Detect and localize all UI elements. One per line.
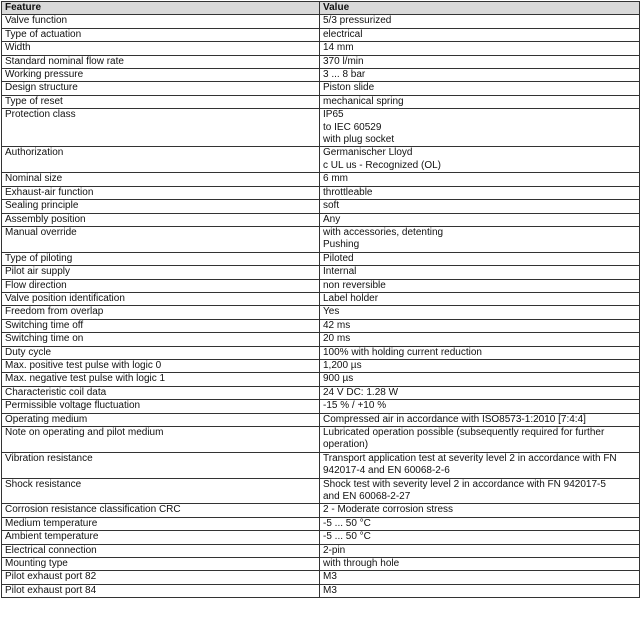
value-cell: [320, 213, 640, 226]
value-cell: [320, 147, 640, 173]
table-row: [2, 346, 640, 359]
value-line: 3 ... 8 bar: [323, 69, 366, 81]
table-row: [2, 186, 640, 199]
value-cell: [320, 319, 640, 332]
value-cell: [320, 544, 640, 557]
value-cell: [320, 279, 640, 292]
table-row: [2, 226, 640, 252]
table-row: [2, 427, 640, 453]
value-line: Internal: [323, 266, 357, 278]
value-line: 100% with holding current reduction: [323, 346, 482, 358]
value-cell: [320, 226, 640, 252]
table-row: [2, 69, 640, 82]
table-row: [2, 413, 640, 426]
table-row: [2, 531, 640, 544]
feature-cell: Type of actuation: [2, 28, 320, 41]
value-cell: [320, 531, 640, 544]
value-cell: [320, 42, 640, 55]
value-cell: [320, 359, 640, 372]
spec-table-body: [2, 15, 640, 598]
value-line: operation): [323, 439, 369, 451]
table-row: [2, 82, 640, 95]
table-row: [2, 55, 640, 68]
value-line: 24 V DC: 1.28 W: [323, 386, 399, 398]
value-cell: [320, 306, 640, 319]
feature-cell: Type of reset: [2, 95, 320, 108]
value-cell: [320, 478, 640, 504]
table-row: [2, 504, 640, 517]
table-row: [2, 279, 640, 292]
value-cell: [320, 333, 640, 346]
value-line: 1,200 µs: [323, 359, 362, 371]
table-row: [2, 333, 640, 346]
table-row: [2, 373, 640, 386]
value-line: 2 - Moderate corrosion stress: [323, 504, 454, 516]
value-line: 14 mm: [323, 42, 354, 54]
value-cell: [320, 373, 640, 386]
value-cell: [320, 427, 640, 453]
value-line: 900 µs: [323, 373, 354, 385]
table-row: [2, 147, 640, 173]
value-line: Compressed air in accordance with ISO8573-1:2010 [7:4:4]: [323, 413, 586, 425]
feature-cell: Pilot air supply: [2, 266, 320, 279]
feature-cell: Valve position identification: [2, 292, 320, 305]
value-cell: [320, 173, 640, 186]
value-line: -5 ... 50 °C: [323, 517, 371, 529]
feature-cell: Width: [2, 42, 320, 55]
value-cell: [320, 558, 640, 571]
feature-cell: Manual override: [2, 226, 320, 252]
value-line: with through hole: [323, 558, 400, 570]
value-line: 20 ms: [323, 333, 351, 345]
table-row: [2, 544, 640, 557]
value-line: Pushing: [323, 239, 360, 251]
value-cell: [320, 413, 640, 426]
feature-cell: Medium temperature: [2, 517, 320, 530]
value-line: Label holder: [323, 292, 379, 304]
feature-cell: Type of piloting: [2, 252, 320, 265]
value-cell: [320, 28, 640, 41]
value-cell: [320, 452, 640, 478]
value-line: with plug socket: [323, 134, 395, 146]
table-row: [2, 558, 640, 571]
value-cell: [320, 571, 640, 584]
value-line: 6 mm: [323, 173, 348, 185]
value-cell: [320, 69, 640, 82]
value-line: 370 l/min: [323, 55, 364, 67]
value-line: M3: [323, 571, 337, 583]
value-line: and EN 60068-2-27: [323, 491, 411, 503]
feature-cell: Working pressure: [2, 69, 320, 82]
feature-cell: Mounting type: [2, 558, 320, 571]
feature-cell: Shock resistance: [2, 478, 320, 504]
value-cell: [320, 252, 640, 265]
feature-cell: Design structure: [2, 82, 320, 95]
feature-cell: Protection class: [2, 109, 320, 147]
feature-cell: Switching time on: [2, 333, 320, 346]
table-row: [2, 386, 640, 399]
feature-cell: Sealing principle: [2, 200, 320, 213]
table-header-row: [2, 2, 640, 15]
value-line: M3: [323, 584, 337, 596]
table-row: [2, 517, 640, 530]
feature-cell: Assembly position: [2, 213, 320, 226]
value-line: electrical: [323, 28, 363, 40]
table-row: [2, 584, 640, 597]
value-cell: [320, 584, 640, 597]
table-row: [2, 213, 640, 226]
value-line: mechanical spring: [323, 95, 404, 107]
value-cell: [320, 504, 640, 517]
value-line: -15 % / +10 %: [323, 400, 387, 412]
value-line: throttleable: [323, 186, 373, 198]
value-line: 5/3 pressurized: [323, 15, 392, 27]
table-row: [2, 571, 640, 584]
table-row: [2, 200, 640, 213]
feature-cell: Characteristic coil data: [2, 386, 320, 399]
table-row: [2, 319, 640, 332]
feature-cell: Ambient temperature: [2, 531, 320, 544]
value-line: Transport application test at severity level 2 in accordance with FN: [323, 452, 617, 464]
feature-cell: Vibration resistance: [2, 452, 320, 478]
table-row: [2, 109, 640, 147]
value-cell: [320, 186, 640, 199]
feature-cell: Authorization: [2, 147, 320, 173]
value-cell: [320, 517, 640, 530]
table-row: [2, 359, 640, 372]
feature-cell: Standard nominal flow rate: [2, 55, 320, 68]
column-header-feature: Feature: [2, 2, 320, 15]
feature-cell: Max. positive test pulse with logic 0: [2, 359, 320, 372]
table-row: [2, 252, 640, 265]
feature-cell: Note on operating and pilot medium: [2, 427, 320, 453]
table-row: [2, 28, 640, 41]
value-cell: [320, 200, 640, 213]
value-line: Piloted: [323, 252, 354, 264]
value-line: 942017-4 and EN 60068-2-6: [323, 465, 450, 477]
value-line: Piston slide: [323, 82, 375, 94]
feature-cell: Duty cycle: [2, 346, 320, 359]
feature-cell: Freedom from overlap: [2, 306, 320, 319]
value-line: soft: [323, 200, 340, 212]
feature-cell: Nominal size: [2, 173, 320, 186]
feature-cell: Max. negative test pulse with logic 1: [2, 373, 320, 386]
feature-cell: Flow direction: [2, 279, 320, 292]
value-cell: [320, 400, 640, 413]
table-row: [2, 400, 640, 413]
feature-cell: Exhaust-air function: [2, 186, 320, 199]
table-row: [2, 15, 640, 28]
value-line: -5 ... 50 °C: [323, 531, 371, 543]
value-cell: [320, 55, 640, 68]
value-line: c UL us - Recognized (OL): [323, 159, 442, 171]
feature-cell: Pilot exhaust port 82: [2, 571, 320, 584]
value-line: IP65: [323, 109, 344, 121]
value-cell: [320, 82, 640, 95]
value-cell: [320, 15, 640, 28]
feature-cell: Pilot exhaust port 84: [2, 584, 320, 597]
feature-cell: Switching time off: [2, 319, 320, 332]
value-line: non reversible: [323, 279, 386, 291]
table-row: [2, 42, 640, 55]
table-row: [2, 95, 640, 108]
value-cell: [320, 346, 640, 359]
table-row: [2, 292, 640, 305]
value-cell: [320, 266, 640, 279]
value-line: Any: [323, 213, 341, 225]
table-row: [2, 306, 640, 319]
value-line: Germanischer Lloyd: [323, 147, 413, 159]
feature-cell: Operating medium: [2, 413, 320, 426]
feature-cell: Electrical connection: [2, 544, 320, 557]
value-line: 42 ms: [323, 319, 351, 331]
feature-cell: Permissible voltage fluctuation: [2, 400, 320, 413]
value-line: Lubricated operation possible (subsequently required for further: [323, 427, 605, 438]
value-line: with accessories, detenting: [323, 226, 444, 238]
feature-cell: Valve function: [2, 15, 320, 28]
value-line: to IEC 60529: [323, 121, 382, 133]
value-line: Yes: [323, 306, 340, 318]
table-row: [2, 266, 640, 279]
column-header-value: Value: [320, 2, 640, 15]
table-row: [2, 452, 640, 478]
value-cell: [320, 95, 640, 108]
value-cell: [320, 292, 640, 305]
value-line: Shock test with severity level 2 in accordance with FN 942017-5: [323, 478, 606, 490]
table-row: [2, 478, 640, 504]
table-row: [2, 173, 640, 186]
value-cell: [320, 109, 640, 147]
spec-table: [1, 1, 640, 598]
value-line: 2-pin: [323, 544, 346, 556]
feature-cell: Corrosion resistance classification CRC: [2, 504, 320, 517]
value-cell: [320, 386, 640, 399]
